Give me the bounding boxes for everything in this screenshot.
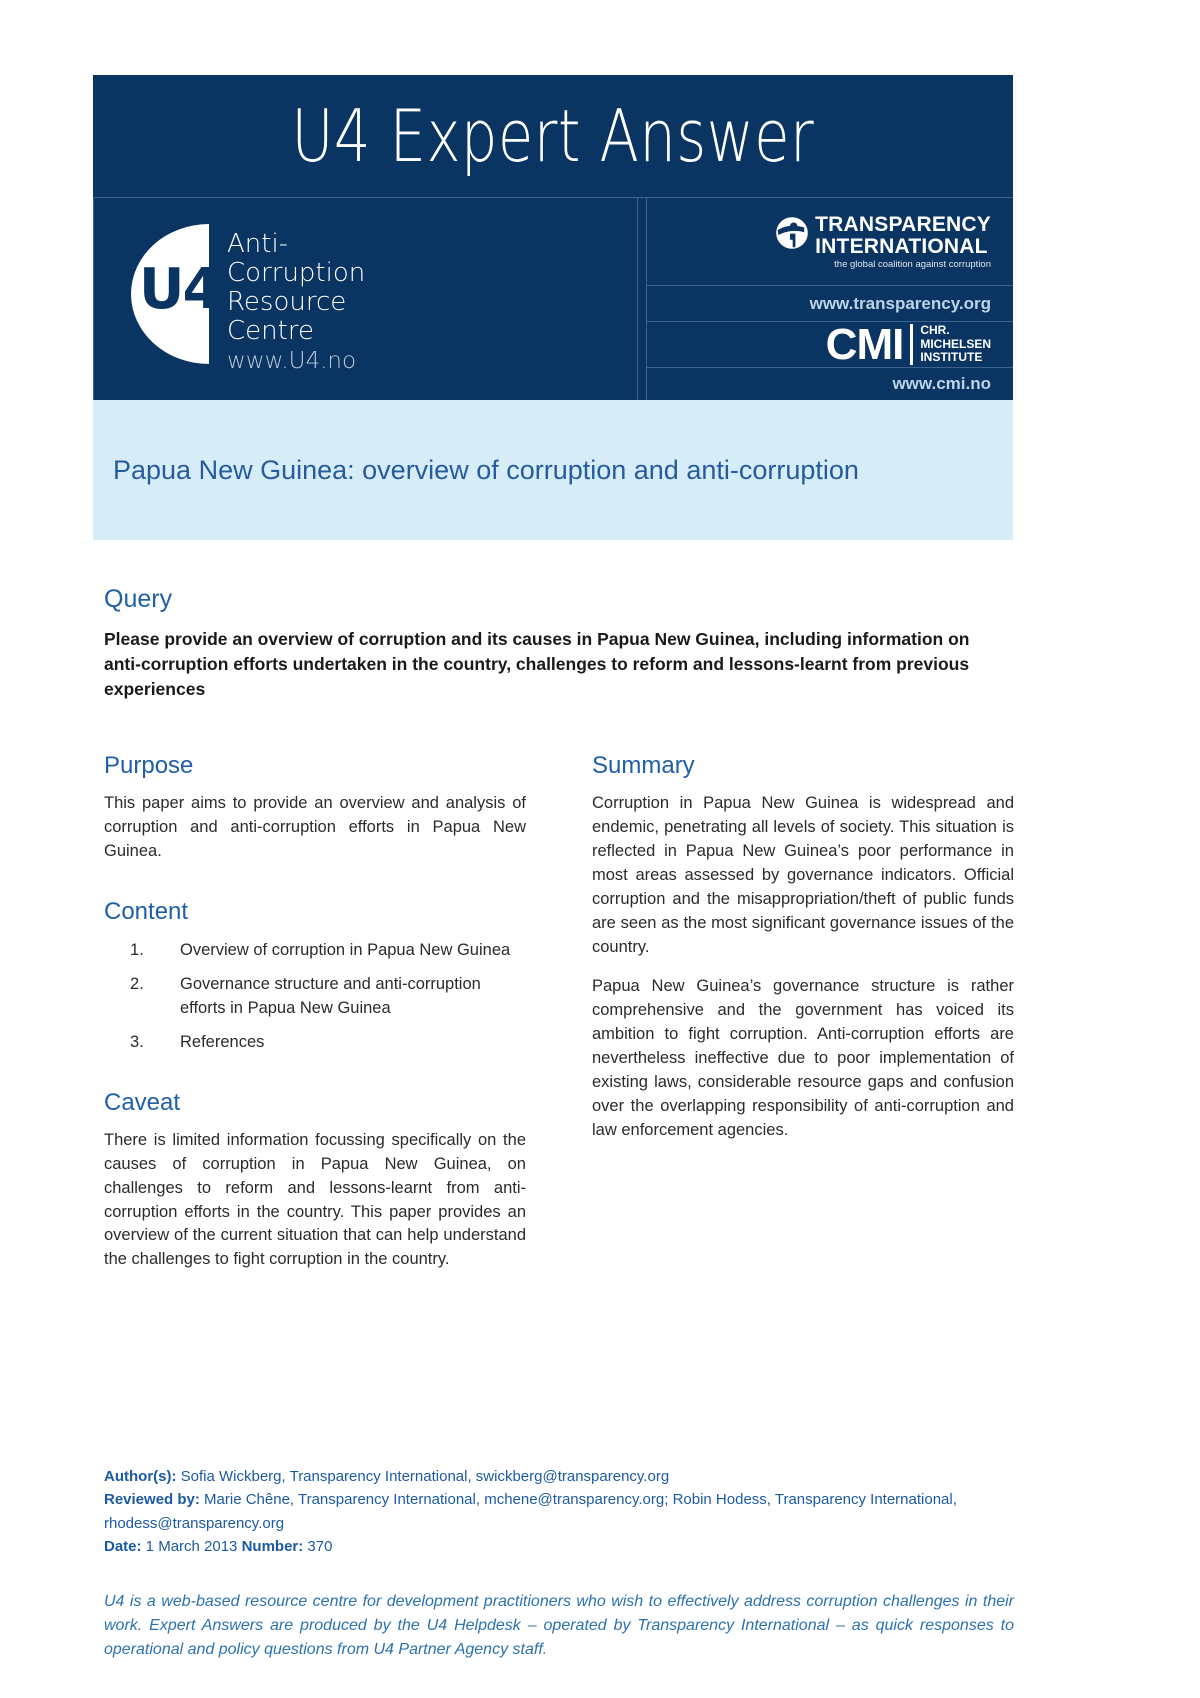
content-heading: Content [104,897,189,925]
logo-band [93,198,1013,400]
left-column [104,752,526,1272]
ti-logo-line-2: INTERNATIONAL [815,234,988,258]
document-title: Papua New Guinea: overview of corruption and anti-corruption [113,454,859,485]
cmi-url-cell[interactable] [647,368,1013,400]
authors-value: Sofia Wickberg, Transparency International, swickberg@transparency.org [176,1468,670,1485]
u4-logo-line-2: Corruption [227,258,366,289]
cmi-logo-line-2: MICHELSEN [920,336,991,351]
authors-label: Author(s): [104,1468,177,1485]
u4-logo-line-1: Anti- [227,229,289,259]
reviewed-value: Marie Chêne, Transparency International, mchene@transparency.org; Robin Hodess, Transparency International, rhodess@transparency.org [104,1491,957,1532]
transparency-url[interactable]: www.transparency.org [809,293,991,313]
query-heading: Query [104,585,173,613]
transparency-globe-icon [775,216,809,250]
u4-logo-url[interactable]: www.U4.no [227,348,357,375]
date-label: Date: [104,1537,142,1555]
purpose-text: This paper aims to provide an overview and analysis of corruption and anti-corruption efforts in Papua New Guinea. [104,794,526,860]
caveat-text: There is limited information focussing specifically on the causes of corruption in Papua New Guinea, on challenges to reform and lessons-learnt from anti-corruption efforts in the country. This paper provides an overview of the current situation that can help understand the challenges to fight corruption in the country. [104,1130,526,1269]
query-text: Please provide an overview of corruption and its causes in Papua New Guinea, including information on anti-corruption efforts undertaken in the country, challenges to reform and lessons-learnt from previous experiences [104,629,970,699]
reviewers-line [104,1488,1014,1535]
cmi-logo [647,319,1013,369]
main-columns [104,752,1014,1272]
u4-mark-text: U4 [139,257,220,322]
transparency-international-logo [647,198,1013,286]
content-list [104,938,526,1055]
partner-logo-cell [646,198,1013,400]
authors-line [104,1465,1014,1488]
date-number-line [104,1535,1014,1558]
brand-title: U4 Expert Answer [291,94,815,178]
ti-logo-tagline: the global coalition against corruption [834,258,991,270]
cmi-logo-line-3: INSTITUTE [920,350,983,365]
number-label: Number: [241,1537,304,1555]
caveat-heading: Caveat [104,1088,181,1116]
u4-logo [131,224,365,376]
reviewed-label: Reviewed by: [104,1491,200,1509]
u4-logo-words [227,224,365,376]
cmi-mark-text: CMI [825,319,904,369]
u4-logo-line-3: Resource [227,287,347,318]
u4-logo-line-4: Centre [227,316,314,347]
date-value: 1 March 2013 [141,1537,242,1555]
u4-mark-icon [131,224,220,364]
document-title-band [93,400,1013,540]
summary-heading: Summary [592,752,695,779]
cmi-logo-words [910,324,991,364]
summary-paragraph: Papua New Guinea’s governance structure is rather comprehensive and the government has voiced its ambition to fight corruption. Anti-corruption efforts are nevertheless ineffective due to poor implementation of existing laws, considerable resource gaps and confusion over the overlapping responsibility of anti-corruption and law enforcement agencies. [592,977,1014,1139]
purpose-heading: Purpose [104,752,194,779]
list-item[interactable]: Overview of corruption in Papua New Guinea [180,940,511,959]
ti-logo-line-1: TRANSPARENCY [815,212,991,236]
brand-title-band [93,75,1013,198]
summary-paragraph: Corruption in Papua New Guinea is widespread and endemic, penetrating all levels of society. This situation is reflected in Papua New Guinea’s poor performance in most areas assessed by governance indicators. Official corruption and the misappropriation/theft of public funds are seen as the most significant governance issues of the country. [592,794,1014,956]
query-section [104,585,1009,702]
cmi-url[interactable]: www.cmi.no [892,374,991,393]
list-item[interactable]: Governance structure and anti-corruption efforts in Papua New Guinea [180,974,481,1018]
number-value: 370 [303,1537,333,1555]
right-column [592,752,1014,1272]
cmi-logo-line-1: CHR. [920,323,950,338]
document-header [93,75,1013,400]
u4-logo-cell [93,198,638,400]
list-item[interactable]: References [180,1033,265,1052]
footer-note: U4 is a web-based resource centre for development practitioners who wish to effectively address corruption challenges in their work. Expert Answers are produced by the U4 Helpdesk – operated by Transparency International – as quick responses to operational and policy questions from U4 Partner Agency staff. [104,1593,1014,1658]
transparency-url-cell[interactable] [647,286,1013,322]
footer-metadata [104,1465,1014,1558]
